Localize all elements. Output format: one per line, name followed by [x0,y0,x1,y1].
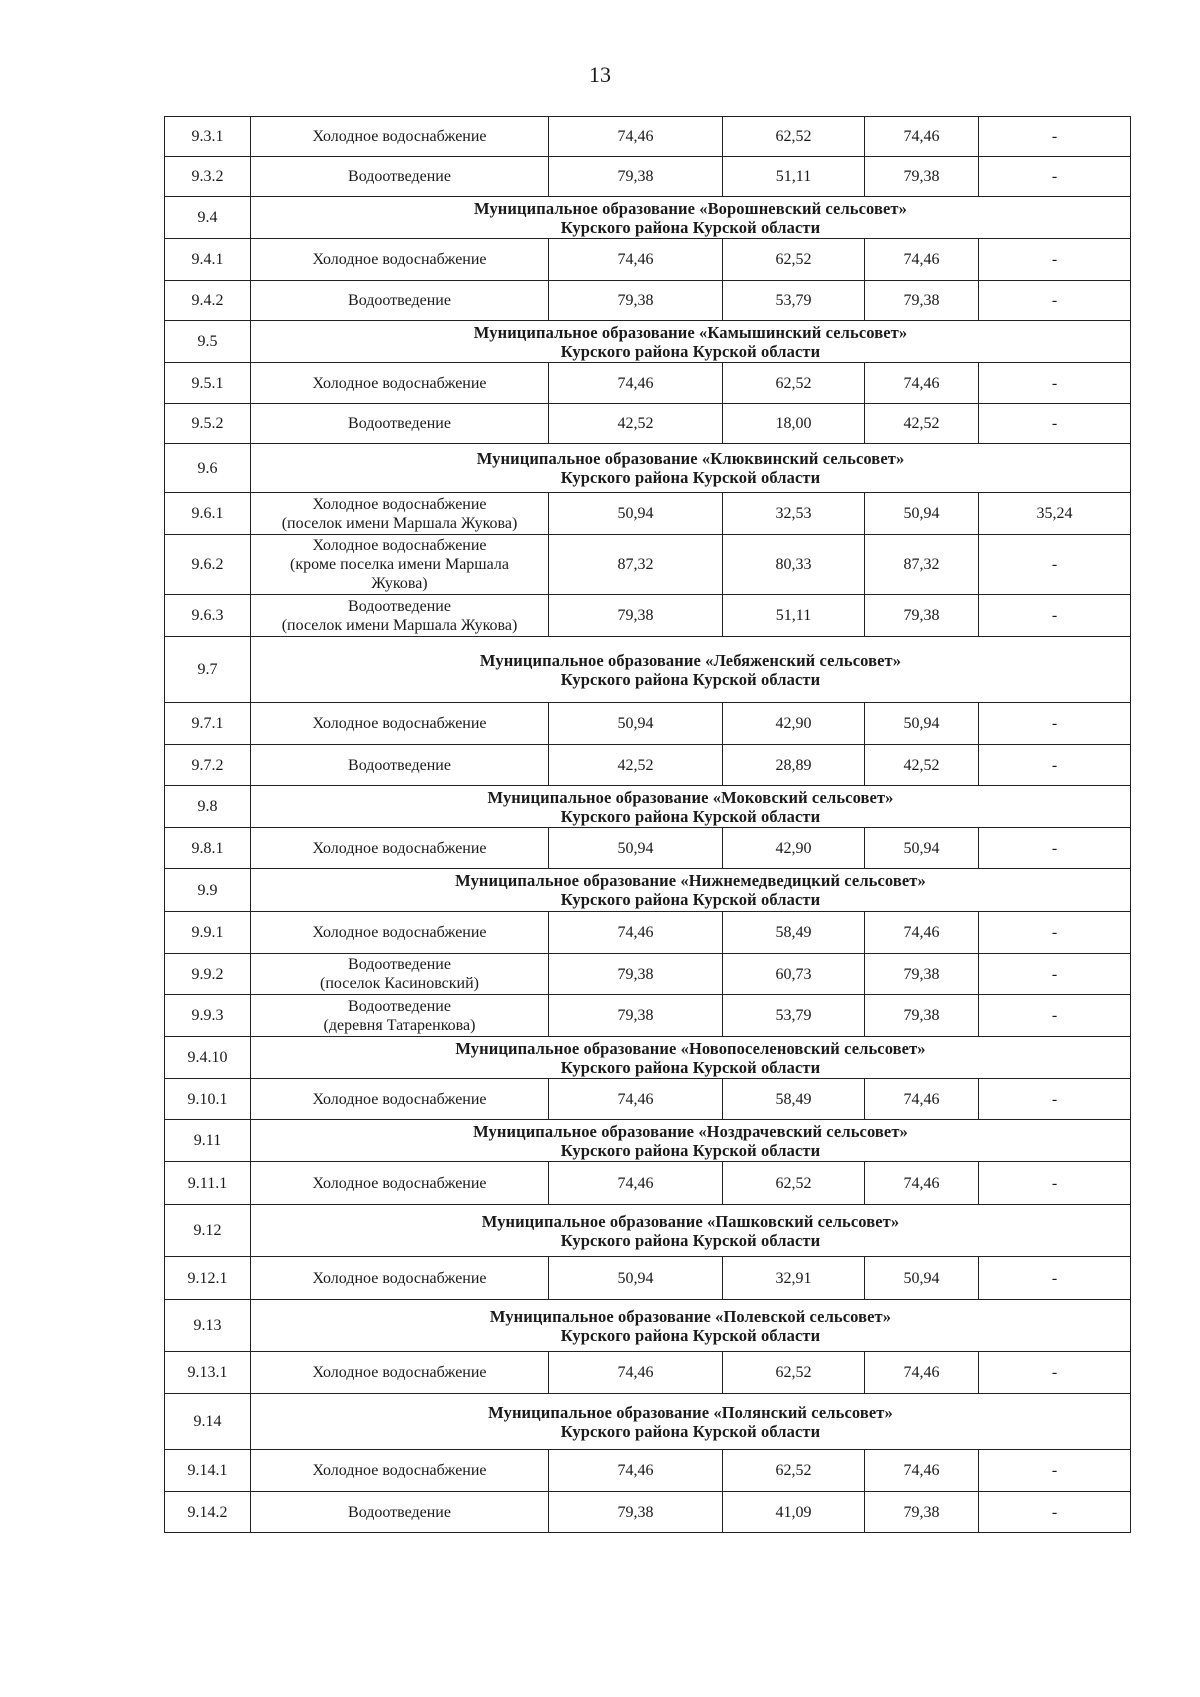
tariff-value-4: - [979,828,1131,869]
service-name [251,281,549,321]
text-line: Муниципальное образование «Клюквинский сельсовет» [476,449,905,468]
tariff-value-2: 42,90 [723,703,865,745]
service-name [251,1352,549,1394]
tariff-value-3: 74,46 [865,1079,979,1120]
row-number: 9.14 [165,1394,251,1450]
tariff-value-1: 79,38 [549,595,723,637]
municipality-row [165,197,1131,239]
municipality-name [251,1205,1131,1257]
text-line: Курского района Курской области [560,806,821,826]
row-number: 9.6.1 [165,493,251,535]
municipality-row [165,1394,1131,1450]
text-line: Курского района Курской области [560,890,821,909]
table-row [165,995,1131,1037]
text-line: (кроме поселка имени Маршала [290,556,509,573]
row-number: 9.5 [165,321,251,363]
text-line: Холодное водоснабжение [312,495,487,513]
tariff-value-4: - [979,157,1131,197]
service-name [251,404,549,444]
table-row [165,745,1131,786]
municipality-row [165,1300,1131,1352]
text-line: Муниципальное образование «Моковский сельсовет» [487,787,894,807]
tariff-value-1: 74,46 [549,239,723,281]
tariff-value-2: 41,09 [723,1492,865,1533]
tariff-value-1: 50,94 [549,493,723,535]
tariff-value-3: 42,52 [865,745,979,786]
tariff-value-4: - [979,363,1131,404]
row-number: 9.4.10 [165,1037,251,1079]
tariff-value-2: 28,89 [723,745,865,786]
table-row [165,157,1131,197]
row-number: 9.11.1 [165,1162,251,1205]
text-line: Курского района Курской области [560,1057,821,1077]
service-name [251,1257,549,1300]
tariff-value-2: 51,11 [723,157,865,197]
service-name [251,493,549,535]
table-row [165,239,1131,281]
text-line: Муниципальное образование «Нижнемедведицкий сельсовет» [455,871,926,890]
tariff-value-3: 74,46 [865,239,979,281]
row-number: 9.7 [165,637,251,703]
municipality-name [251,1394,1131,1450]
row-number: 9.3.1 [165,117,251,157]
tariff-value-4: - [979,1352,1131,1394]
text-line: (поселок имени Маршала Жукова) [281,514,518,532]
tariff-value-1: 79,38 [549,954,723,995]
text-line: Курского района Курской области [560,1421,821,1441]
text-line: Водоотведение [348,292,451,309]
row-number: 9.9.2 [165,954,251,995]
municipality-row [165,444,1131,493]
service-name [251,1162,549,1205]
tariff-value-2: 32,53 [723,493,865,535]
tariff-value-4: - [979,995,1131,1037]
row-number: 9.14.1 [165,1450,251,1492]
tariff-value-4: - [979,404,1131,444]
text-line: Холодное водоснабжение [312,839,487,857]
tariff-value-3: 87,32 [865,535,979,595]
tariff-value-3: 74,46 [865,363,979,404]
service-name [251,828,549,869]
tariff-value-2: 53,79 [723,995,865,1037]
tariff-table [164,116,1131,1533]
text-line: Водоотведение [348,597,451,615]
row-number: 9.4.2 [165,281,251,321]
tariff-value-1: 74,46 [549,1162,723,1205]
tariff-value-2: 62,52 [723,117,865,157]
row-number: 9.8 [165,786,251,828]
row-number: 9.10.1 [165,1079,251,1120]
tariff-value-3: 74,46 [865,117,979,157]
tariff-value-4: - [979,745,1131,786]
row-number: 9.5.1 [165,363,251,404]
table-row [165,363,1131,404]
tariff-value-4: - [979,117,1131,157]
tariff-value-1: 87,32 [549,535,723,595]
municipality-name [251,1037,1131,1079]
tariff-value-1: 74,46 [549,1450,723,1492]
tariff-value-2: 62,52 [723,1450,865,1492]
municipality-row [165,637,1131,703]
tariff-value-4: - [979,595,1131,637]
tariff-value-2: 62,52 [723,1352,865,1394]
text-line: Курского района Курской области [560,1230,821,1250]
tariff-value-1: 42,52 [549,745,723,786]
service-name [251,157,549,197]
tariff-value-4: - [979,1492,1131,1533]
tariff-value-2: 80,33 [723,535,865,595]
service-name [251,703,549,745]
tariff-value-4: - [979,703,1131,745]
tariff-value-1: 42,52 [549,404,723,444]
tariff-value-3: 79,38 [865,595,979,637]
tariff-value-1: 79,38 [549,995,723,1037]
text-line: Жукова) [371,575,428,592]
tariff-value-3: 50,94 [865,1257,979,1300]
text-line: Курского района Курской области [560,341,821,361]
tariff-value-4: - [979,239,1131,281]
table-row [165,595,1131,637]
text-line: (поселок имени Маршала Жукова) [281,616,518,634]
service-name [251,535,549,595]
tariff-value-1: 74,46 [549,117,723,157]
text-line: Холодное водоснабжение [312,924,487,941]
municipality-name [251,1300,1131,1352]
row-number: 9.13 [165,1300,251,1352]
service-name [251,363,549,404]
text-line: Муниципальное образование «Новопоселеновский сельсовет» [455,1038,926,1058]
text-line: Муниципальное образование «Ноздрачевский сельсовет» [473,1121,908,1141]
municipality-row [165,869,1131,912]
service-name [251,239,549,281]
row-number: 9.6.2 [165,535,251,595]
tariff-value-1: 74,46 [549,363,723,404]
tariff-value-2: 53,79 [723,281,865,321]
service-name [251,1492,549,1533]
tariff-value-3: 74,46 [865,912,979,954]
text-line: Курского района Курской области [560,217,821,237]
text-line: Водоотведение [348,756,451,774]
municipality-row [165,321,1131,363]
service-name [251,954,549,995]
text-line: Холодное водоснабжение [312,1090,487,1108]
tariff-value-1: 79,38 [549,281,723,321]
table-row [165,1257,1131,1300]
tariff-value-1: 79,38 [549,157,723,197]
text-line: Холодное водоснабжение [312,374,487,392]
municipality-row [165,786,1131,828]
row-number: 9.4.1 [165,239,251,281]
text-line: (поселок Касиновский) [319,975,480,992]
tariff-value-3: 74,46 [865,1162,979,1205]
row-number: 9.13.1 [165,1352,251,1394]
text-line: Холодное водоснабжение [312,1462,487,1479]
text-line: Муниципальное образование «Лебяженский сельсовет» [479,650,902,670]
tariff-value-1: 74,46 [549,912,723,954]
row-number: 9.12.1 [165,1257,251,1300]
page-number: 13 [589,62,611,87]
table-row [165,828,1131,869]
tariff-value-3: 74,46 [865,1352,979,1394]
text-line: Холодное водоснабжение [312,251,487,268]
table-row [165,1162,1131,1205]
municipality-row [165,1037,1131,1079]
row-number: 9.6.3 [165,595,251,637]
tariff-value-2: 18,00 [723,404,865,444]
table-row [165,1079,1131,1120]
tariff-value-4: - [979,1450,1131,1492]
tariff-table-body [165,117,1131,1533]
text-line: Курского района Курской области [560,1140,821,1160]
tariff-value-2: 51,11 [723,595,865,637]
text-line: Муниципальное образование «Камышинский сельсовет» [473,322,908,342]
service-name [251,912,549,954]
tariff-value-3: 79,38 [865,1492,979,1533]
tariff-value-2: 62,52 [723,363,865,404]
service-name [251,117,549,157]
table-row [165,912,1131,954]
municipality-name [251,444,1131,493]
table-row [165,1450,1131,1492]
text-line: Муниципальное образование «Полянский сельсовет» [488,1402,893,1422]
text-line: Холодное водоснабжение [312,1364,487,1381]
tariff-value-3: 79,38 [865,995,979,1037]
tariff-value-3: 50,94 [865,493,979,535]
table-row [165,1492,1131,1533]
row-number: 9.6 [165,444,251,493]
row-number: 9.7.2 [165,745,251,786]
municipality-row [165,1205,1131,1257]
municipality-name [251,637,1131,703]
text-line: Холодное водоснабжение [312,715,487,732]
table-row [165,703,1131,745]
table-row [165,535,1131,595]
tariff-value-3: 79,38 [865,281,979,321]
tariff-value-3: 50,94 [865,828,979,869]
text-line: Муниципальное образование «Полевской сельсовет» [489,1306,892,1326]
text-line: Водоотведение [348,168,451,185]
text-line: Водоотведение [348,956,451,973]
tariff-value-3: 50,94 [865,703,979,745]
text-line: Курского района Курской области [560,468,821,487]
table-row [165,404,1131,444]
tariff-value-1: 74,46 [549,1352,723,1394]
table-row [165,1352,1131,1394]
row-number: 9.9.3 [165,995,251,1037]
tariff-value-2: 58,49 [723,912,865,954]
tariff-value-2: 62,52 [723,1162,865,1205]
row-number: 9.11 [165,1120,251,1162]
service-name [251,995,549,1037]
text-line: (деревня Татаренкова) [323,1016,476,1034]
tariff-value-3: 74,46 [865,1450,979,1492]
service-name [251,1079,549,1120]
text-line: Водоотведение [348,997,451,1015]
service-name [251,745,549,786]
municipality-name [251,869,1131,912]
tariff-value-4: - [979,281,1131,321]
municipality-row [165,1120,1131,1162]
row-number: 9.4 [165,197,251,239]
text-line: Водоотведение [348,1503,451,1521]
table-row [165,493,1131,535]
municipality-name [251,321,1131,363]
row-number: 9.12 [165,1205,251,1257]
text-line: Муниципальное образование «Пашковский сельсовет» [481,1211,900,1231]
text-line: Холодное водоснабжение [312,1269,487,1287]
municipality-name [251,1120,1131,1162]
row-number: 9.7.1 [165,703,251,745]
tariff-value-4: - [979,535,1131,595]
tariff-value-1: 79,38 [549,1492,723,1533]
tariff-value-1: 50,94 [549,703,723,745]
tariff-value-1: 50,94 [549,828,723,869]
municipality-name [251,197,1131,239]
tariff-value-4: 35,24 [979,493,1131,535]
tariff-value-1: 50,94 [549,1257,723,1300]
tariff-value-2: 62,52 [723,239,865,281]
tariff-value-2: 60,73 [723,954,865,995]
tariff-value-2: 32,91 [723,1257,865,1300]
row-number: 9.8.1 [165,828,251,869]
text-line: Муниципальное образование «Ворошневский сельсовет» [473,198,907,218]
table-row [165,117,1131,157]
row-number: 9.14.2 [165,1492,251,1533]
table-row [165,954,1131,995]
text-line: Холодное водоснабжение [312,1174,487,1192]
tariff-value-4: - [979,1257,1131,1300]
tariff-value-4: - [979,954,1131,995]
table-row [165,281,1131,321]
row-number: 9.5.2 [165,404,251,444]
tariff-value-2: 58,49 [723,1079,865,1120]
tariff-value-4: - [979,1079,1131,1120]
text-line: Холодное водоснабжение [312,128,487,145]
tariff-value-3: 42,52 [865,404,979,444]
tariff-value-2: 42,90 [723,828,865,869]
tariff-value-1: 74,46 [549,1079,723,1120]
tariff-value-4: - [979,912,1131,954]
tariff-value-3: 79,38 [865,954,979,995]
row-number: 9.9.1 [165,912,251,954]
row-number: 9.3.2 [165,157,251,197]
text-line: Курского района Курской области [560,669,821,689]
text-line: Холодное водоснабжение [312,537,487,554]
municipality-name [251,786,1131,828]
tariff-value-3: 79,38 [865,157,979,197]
text-line: Курского района Курской области [560,1325,821,1345]
row-number: 9.9 [165,869,251,912]
tariff-value-4: - [979,1162,1131,1205]
text-line: Водоотведение [348,415,451,432]
service-name [251,1450,549,1492]
service-name [251,595,549,637]
